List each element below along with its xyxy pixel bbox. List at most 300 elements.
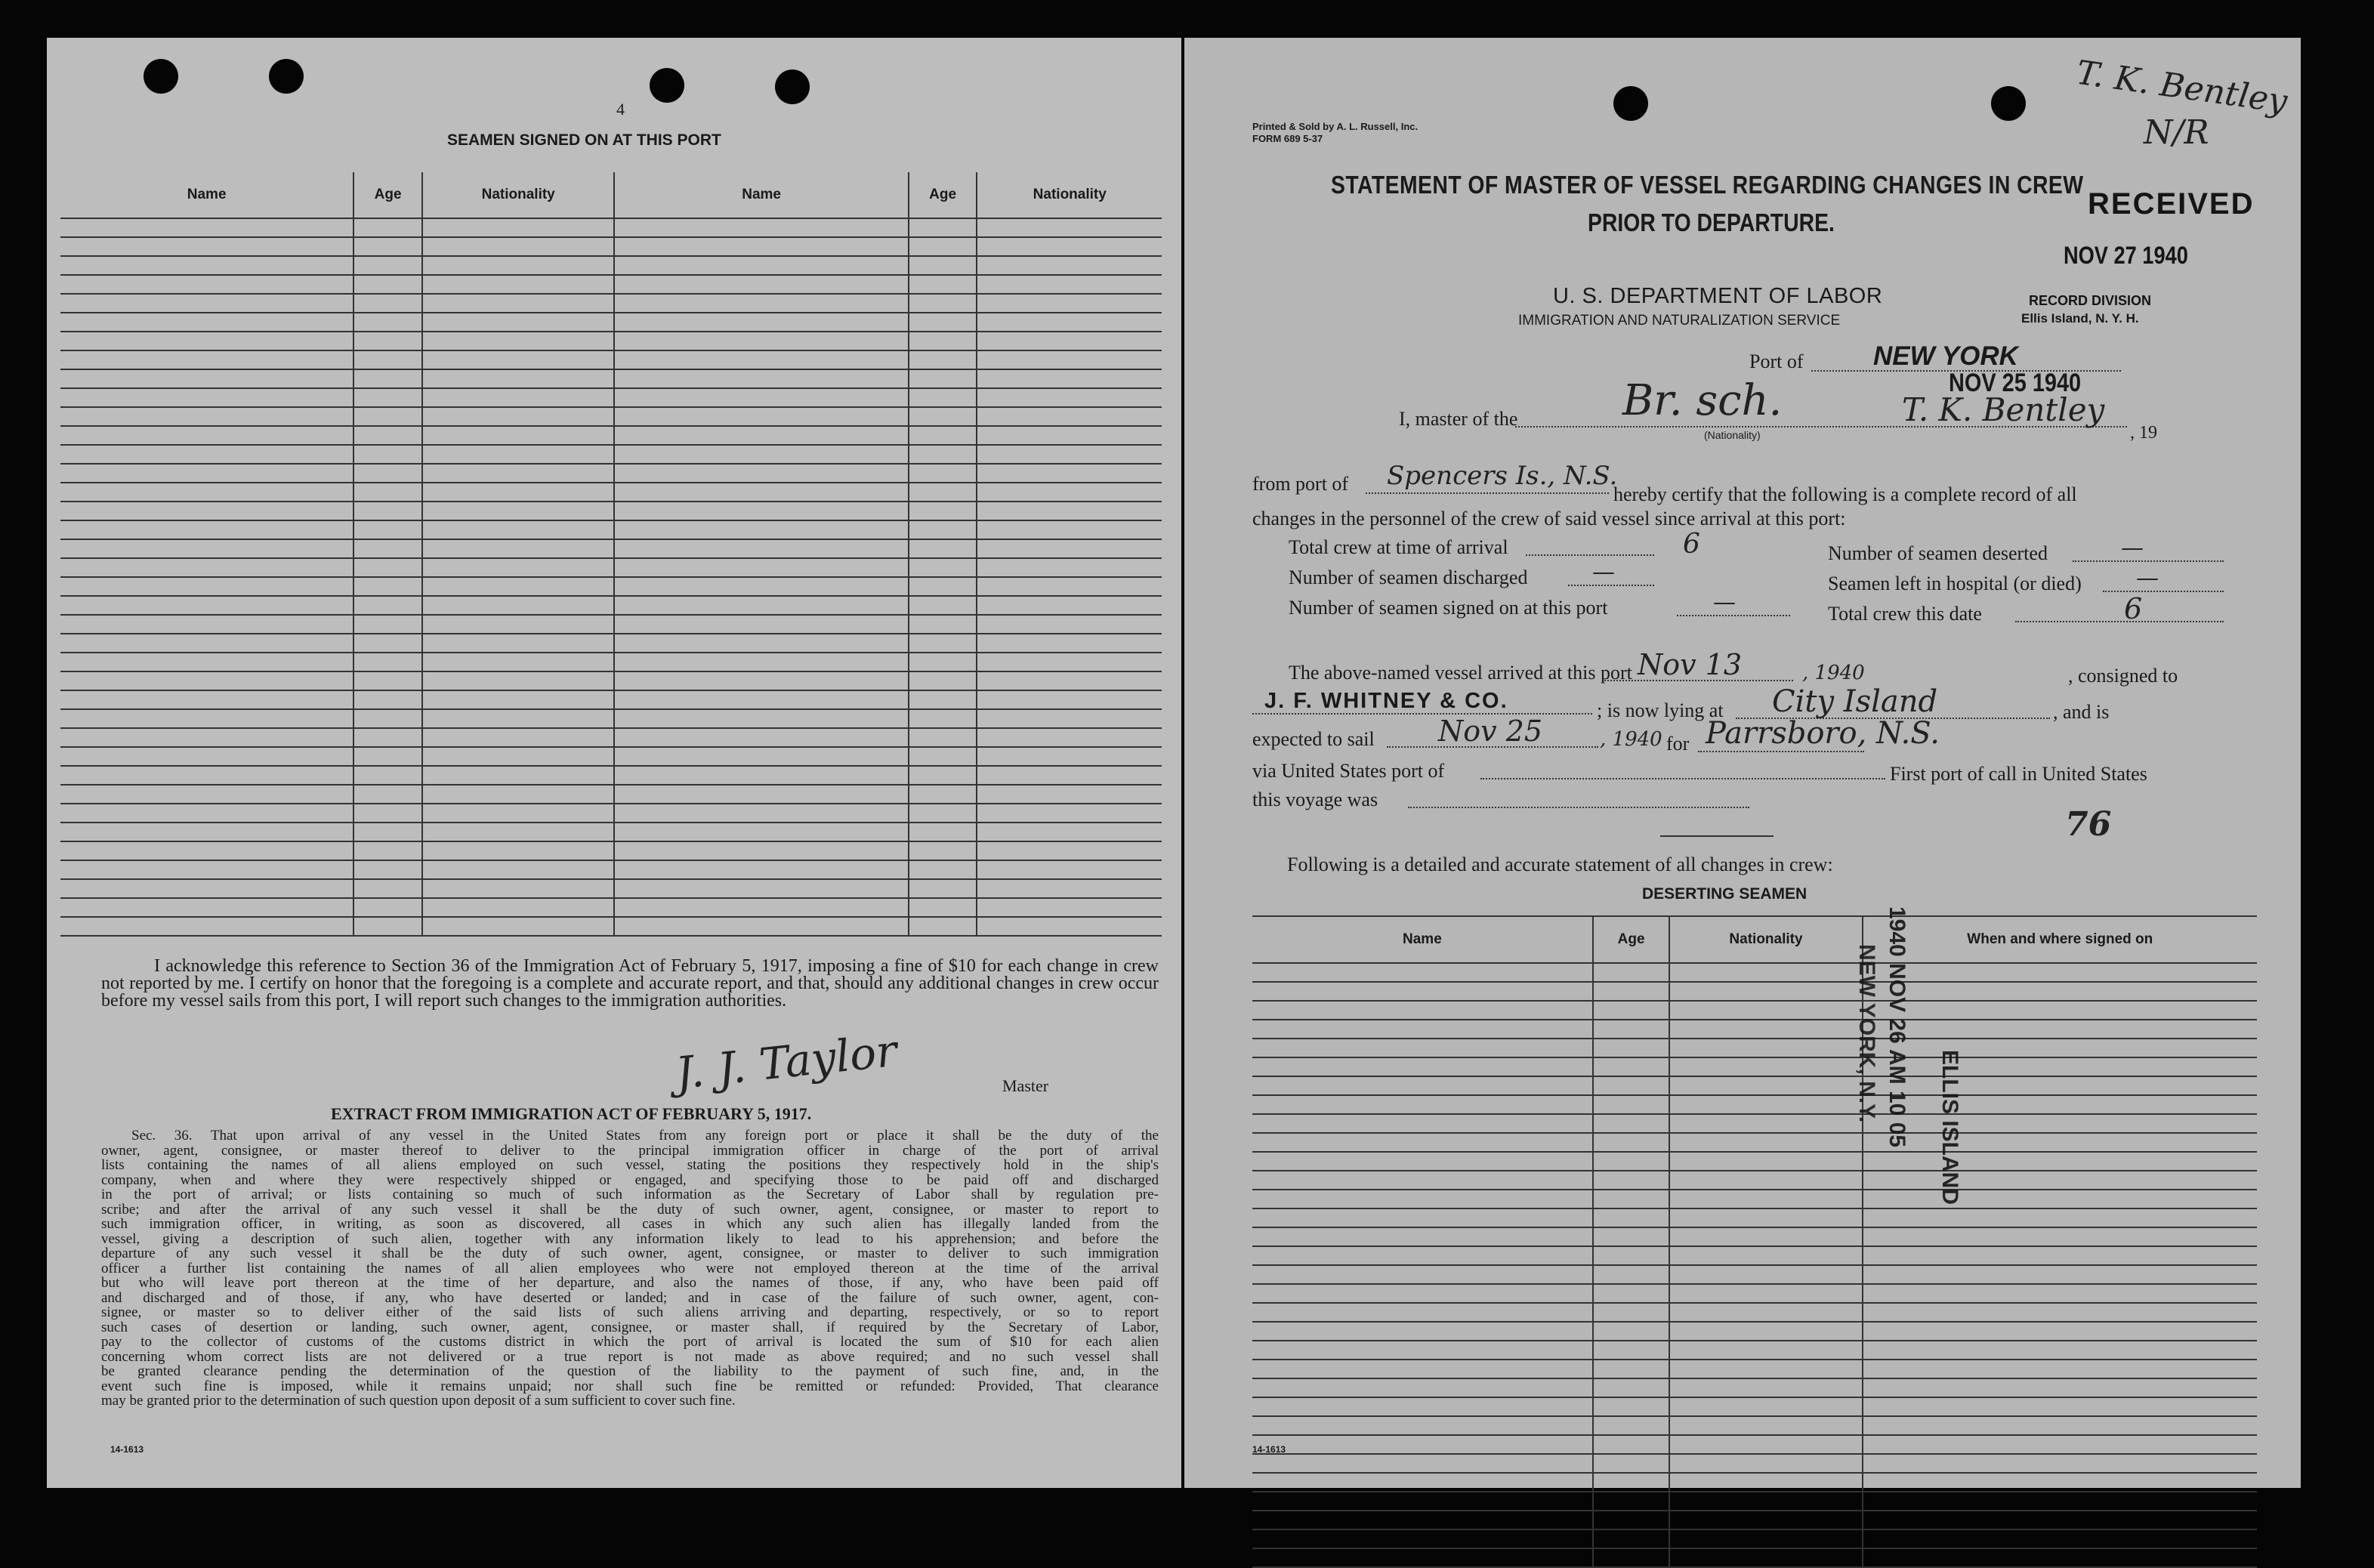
table-cell [1252,1114,1593,1133]
arrived-value: Nov 13 [1638,648,1743,681]
table-cell [422,860,614,879]
desert-col-age: Age [1593,916,1670,963]
table-cell [614,860,908,879]
table-row [1252,1435,2257,1454]
table-cell [1252,1397,1593,1416]
table-row [60,426,1162,445]
discharged-label: Number of seamen discharged [1289,566,1528,588]
for-label: for [1666,733,1690,755]
table-cell [614,256,908,275]
table-cell [977,728,1162,747]
table-cell [1252,1208,1593,1227]
table-cell [422,294,614,313]
table-cell [614,577,908,596]
extract-line: scribe; and after the arrival of any such vessel it shall be the duty of such owner, agent, consignee, or master to report to [101,1202,1159,1217]
table-cell [909,558,977,577]
table-cell [1863,1378,2257,1397]
ellis-stamp-line3: NEW YORK, N.Y. [1854,944,1879,1123]
table-cell [60,218,353,237]
table-cell [60,313,353,332]
left-page [47,38,1181,1488]
table-cell [1669,1341,1862,1360]
hospital-value: — [2136,565,2159,591]
table-cell [977,483,1162,502]
lying-value: City Island [1772,684,1938,719]
table-cell [909,690,977,709]
table-cell [1252,1001,1593,1020]
table-cell [353,898,422,917]
table-cell [1669,1322,1862,1341]
table-cell [353,483,422,502]
table-cell [614,615,908,634]
table-cell [422,879,614,898]
table-row [1252,1378,2257,1397]
deserting-title: DESERTING SEAMEN [1642,885,1808,903]
table-cell [909,237,977,256]
table-cell [977,653,1162,671]
ellis-stamp-line1: ELLIS ISLAND [1937,1050,1962,1205]
table-cell [1252,1265,1593,1284]
table-cell [909,860,977,879]
table-cell [614,445,908,464]
table-cell [614,426,908,445]
table-cell [60,237,353,256]
deserted-label: Number of seamen deserted [1828,542,2048,564]
table-cell [977,747,1162,766]
table-cell [977,332,1162,350]
table-cell [60,653,353,671]
table-row [60,804,1162,823]
table-cell [353,388,422,407]
table-cell [909,728,977,747]
table-cell [1863,1416,2257,1435]
table-cell [353,313,422,332]
table-cell [909,426,977,445]
table-row [60,634,1162,653]
table-cell [1863,1246,2257,1265]
deserted-value: — [2121,535,2144,561]
table-row [1252,1039,2257,1057]
table-cell [1593,1454,1670,1473]
table-cell [353,294,422,313]
table-cell [60,690,353,709]
table-row [1252,963,2257,982]
table-cell [60,671,353,690]
table-row [60,256,1162,275]
lying-label: ; is now lying at [1597,699,1724,721]
table-cell [60,785,353,804]
extract-text [101,1128,1159,1409]
table-cell [1863,1360,2257,1378]
table-cell [1863,1208,2257,1227]
form-number: FORM 689 5-37 [1252,133,1323,144]
table-row [60,841,1162,860]
table-cell [1863,1303,2257,1322]
table-row [60,502,1162,520]
table-cell [614,502,908,520]
table-cell [353,615,422,634]
table-cell [977,426,1162,445]
table-cell [909,256,977,275]
table-cell [353,879,422,898]
table-cell [422,823,614,841]
table-row [60,879,1162,898]
table-cell [1252,982,1593,1001]
vessel-name-handwritten: T. K. Bentley [1902,391,2105,428]
table-row [60,332,1162,350]
voyage-label: this voyage was [1252,789,1378,810]
corner-handwritten-note: T. K. Bentley [2073,53,2290,122]
table-cell [60,275,353,294]
table-cell [422,558,614,577]
table-cell [977,841,1162,860]
table-cell [1669,1039,1862,1057]
table-cell [1669,1057,1862,1076]
table-cell [60,615,353,634]
punch-hole [144,59,178,94]
table-row [60,237,1162,256]
table-cell [353,350,422,369]
table-cell [1252,1454,1593,1473]
table-cell [422,709,614,728]
table-cell [909,464,977,483]
total-date-label: Total crew this date [1828,603,1982,625]
table-cell [422,350,614,369]
table-row [60,823,1162,841]
table-cell [909,766,977,785]
table-cell [1669,963,1862,982]
table-cell [1252,1190,1593,1208]
table-row [60,558,1162,577]
table-cell [1593,1265,1670,1284]
table-cell [614,823,908,841]
table-cell [1669,1435,1862,1454]
table-cell [614,917,908,936]
table-cell [1669,1020,1862,1039]
table-cell [422,332,614,350]
from-port-label: from port of [1252,473,1349,495]
table-row [60,671,1162,690]
table-cell [60,860,353,879]
table-cell [1863,1492,2257,1511]
table-cell [353,860,422,879]
table-cell [1863,1171,2257,1190]
table-cell [60,483,353,502]
table-cell [422,483,614,502]
table-row [1252,1114,2257,1133]
table-cell [1669,1529,1862,1548]
master-label: Master [1002,1076,1049,1095]
table-cell [1863,1076,2257,1095]
table-cell [1252,1360,1593,1378]
table-cell [1252,1548,1593,1567]
punch-hole [1613,86,1648,121]
table-cell [1593,1492,1670,1511]
table-cell [1252,1227,1593,1246]
table-cell [353,332,422,350]
table-cell [977,294,1162,313]
table-row [60,539,1162,558]
table-cell [1593,1114,1670,1133]
table-cell [353,917,422,936]
table-row [60,898,1162,917]
table-cell [60,879,353,898]
and-is: , and is [2053,701,2110,723]
col-nationality-2: Nationality [977,172,1162,218]
extract-line: be granted clearance pending the determination of the question of the liability to the payment of such fine, and, in the [101,1364,1159,1379]
table-row [1252,1133,2257,1152]
table-row [1252,1208,2257,1227]
from-port-value: Spencers Is., N.S. [1387,461,1618,491]
table-cell [977,558,1162,577]
extract-line: signee, or master so to deliver either of the said lists of such aliens arriving and departing, respectively, or so to report [101,1305,1159,1320]
table-cell [353,653,422,671]
table-cell [909,804,977,823]
table-cell [909,634,977,653]
table-cell [977,369,1162,388]
discharged-value: — [1592,559,1615,585]
table-cell [1863,1397,2257,1416]
table-cell [1863,1529,2257,1548]
extract-line: and discharged and of those, if any, who have deserted or landed; and in case of the failure of such owner, agent, con- [101,1290,1159,1305]
table-cell [977,256,1162,275]
table-cell [909,785,977,804]
table-cell [1669,1208,1862,1227]
table-cell [909,388,977,407]
table-cell [1863,1227,2257,1246]
table-cell [422,766,614,785]
table-cell [422,671,614,690]
table-cell [422,596,614,615]
table-cell [614,407,908,426]
department-name: U. S. DEPARTMENT OF LABOR [1553,284,1883,308]
master-signature: J. J. Taylor [673,1024,900,1100]
table-cell [422,445,614,464]
table-cell [1669,1133,1862,1152]
table-cell [353,841,422,860]
table-cell [977,785,1162,804]
table-cell [422,653,614,671]
table-cell [1863,1322,2257,1341]
table-cell [977,407,1162,426]
table-cell [1669,1152,1862,1171]
table-cell [909,520,977,539]
table-cell [422,256,614,275]
table-row [1252,1529,2257,1548]
table-cell [60,502,353,520]
table-row [60,388,1162,407]
table-cell [1593,1039,1670,1057]
table-row [1252,1416,2257,1435]
table-cell [1593,1057,1670,1076]
table-row [1252,1284,2257,1303]
destination: Parrsboro, N.S. [1706,716,1940,751]
table-row [60,350,1162,369]
table-cell [1863,1133,2257,1152]
page-number: 4 [616,100,625,119]
consigned-label: , consigned to [2068,665,2178,687]
table-row [1252,1171,2257,1190]
table-cell [614,313,908,332]
table-cell [977,539,1162,558]
table-cell [1669,1303,1862,1322]
table-cell [60,558,353,577]
desert-col-nationality: Nationality [1669,916,1862,963]
received-stamp-place: Ellis Island, N. Y. H. [2021,311,2139,326]
table-cell [614,237,908,256]
punch-hole [775,69,810,104]
table-cell [977,350,1162,369]
table-cell [353,596,422,615]
master-prefix: I, master of the [1399,408,1518,430]
table-cell [614,804,908,823]
table-cell [977,709,1162,728]
table-cell [909,841,977,860]
table-cell [614,709,908,728]
signed-on-table [60,172,1162,937]
table-cell [60,804,353,823]
expected-value: Nov 25 [1438,715,1543,748]
table-cell [977,464,1162,483]
table-cell [1593,1435,1670,1454]
handwritten-mark: 76 [2065,805,2112,844]
table-cell [60,747,353,766]
table-cell [1863,1057,2257,1076]
table-cell [909,294,977,313]
table-cell [353,671,422,690]
table-cell [1252,1473,1593,1492]
table-cell [422,218,614,237]
table-cell [1252,1492,1593,1511]
table-cell [1252,1152,1593,1171]
table-row [60,766,1162,785]
table-cell [353,502,422,520]
table-row [60,313,1162,332]
table-cell [1669,1190,1862,1208]
table-cell [1252,963,1593,982]
printer-credit: Printed & Sold by A. L. Russell, Inc. [1252,121,1419,132]
table-cell [977,766,1162,785]
table-cell [977,879,1162,898]
total-arrival-label: Total crew at time of arrival [1289,536,1508,558]
table-cell [1669,1001,1862,1020]
table-cell [1669,1511,1862,1529]
table-cell [977,275,1162,294]
table-cell [60,577,353,596]
table-cell [1863,1341,2257,1360]
table-cell [1863,1039,2257,1057]
table-cell [614,218,908,237]
table-cell [60,596,353,615]
table-cell [422,615,614,634]
received-stamp-title: RECEIVED [2088,187,2255,221]
table-cell [422,426,614,445]
table-row [1252,1511,2257,1529]
table-cell [909,539,977,558]
table-cell [977,577,1162,596]
table-cell [1252,1076,1593,1095]
extract-line: such cases of desertion or landing, such owner, agent, consignee, or master shall, if required by the Secretary of Labor, [101,1320,1159,1335]
table-cell [1593,1208,1670,1227]
extract-line: pay to the collector of customs of the customs district in which the port of arrival is located the sum of $10 for each alien [101,1335,1159,1350]
table-cell [614,483,908,502]
table-cell [977,860,1162,879]
table-cell [614,728,908,747]
table-cell [614,634,908,653]
table-cell [909,653,977,671]
table-row [60,653,1162,671]
table-cell [353,369,422,388]
table-row [60,577,1162,596]
table-cell [60,520,353,539]
form-title-line2: PRIOR TO DEPARTURE. [1588,208,1835,236]
table-cell [1669,1397,1862,1416]
table-row [1252,1095,2257,1114]
col-nationality-1: Nationality [422,172,614,218]
table-cell [909,275,977,294]
col-age-2: Age [909,172,977,218]
table-cell [1863,1190,2257,1208]
col-name-2: Name [614,172,908,218]
extract-line: Sec. 36. That upon arrival of any vessel in the United States from any foreign port or place it shall be the duty of the [131,1128,1159,1144]
table-cell [353,823,422,841]
signed-on-value: — [1713,589,1736,616]
table-cell [1593,1076,1670,1095]
table-row [60,690,1162,709]
received-stamp-division: RECORD DIVISION [2029,293,2152,308]
table-cell [1863,1284,2257,1303]
table-row [1252,1360,2257,1378]
table-cell [1593,1284,1670,1303]
table-cell [977,898,1162,917]
table-cell [353,766,422,785]
table-cell [353,445,422,464]
section-title: SEAMEN SIGNED ON AT THIS PORT [447,131,721,149]
table-cell [977,520,1162,539]
table-cell [60,898,353,917]
table-cell [614,275,908,294]
table-row [60,747,1162,766]
table-cell [60,766,353,785]
table-cell [977,634,1162,653]
table-cell [1863,1001,2257,1020]
col-age-1: Age [353,172,422,218]
table-cell [909,313,977,332]
table-cell [909,917,977,936]
table-row [60,275,1162,294]
table-cell [1593,1341,1670,1360]
table-cell [1669,1492,1862,1511]
table-cell [1669,1265,1862,1284]
table-cell [614,294,908,313]
port-label: Port of [1749,350,1804,372]
desert-col-name: Name [1252,916,1593,963]
table-cell [1669,1246,1862,1265]
table-cell [909,332,977,350]
table-cell [977,237,1162,256]
table-cell [422,407,614,426]
table-cell [1593,1020,1670,1039]
table-cell [1863,1548,2257,1567]
table-cell [977,917,1162,936]
consignee: J. F. WHITNEY & CO. [1264,689,1508,713]
table-cell [909,407,977,426]
via-label: via United States port of [1252,760,1445,782]
table-cell [60,539,353,558]
port-value: NEW YORK [1873,341,2018,371]
following-text: Following is a detailed and accurate statement of all changes in crew: [1287,853,1833,875]
table-cell [614,596,908,615]
